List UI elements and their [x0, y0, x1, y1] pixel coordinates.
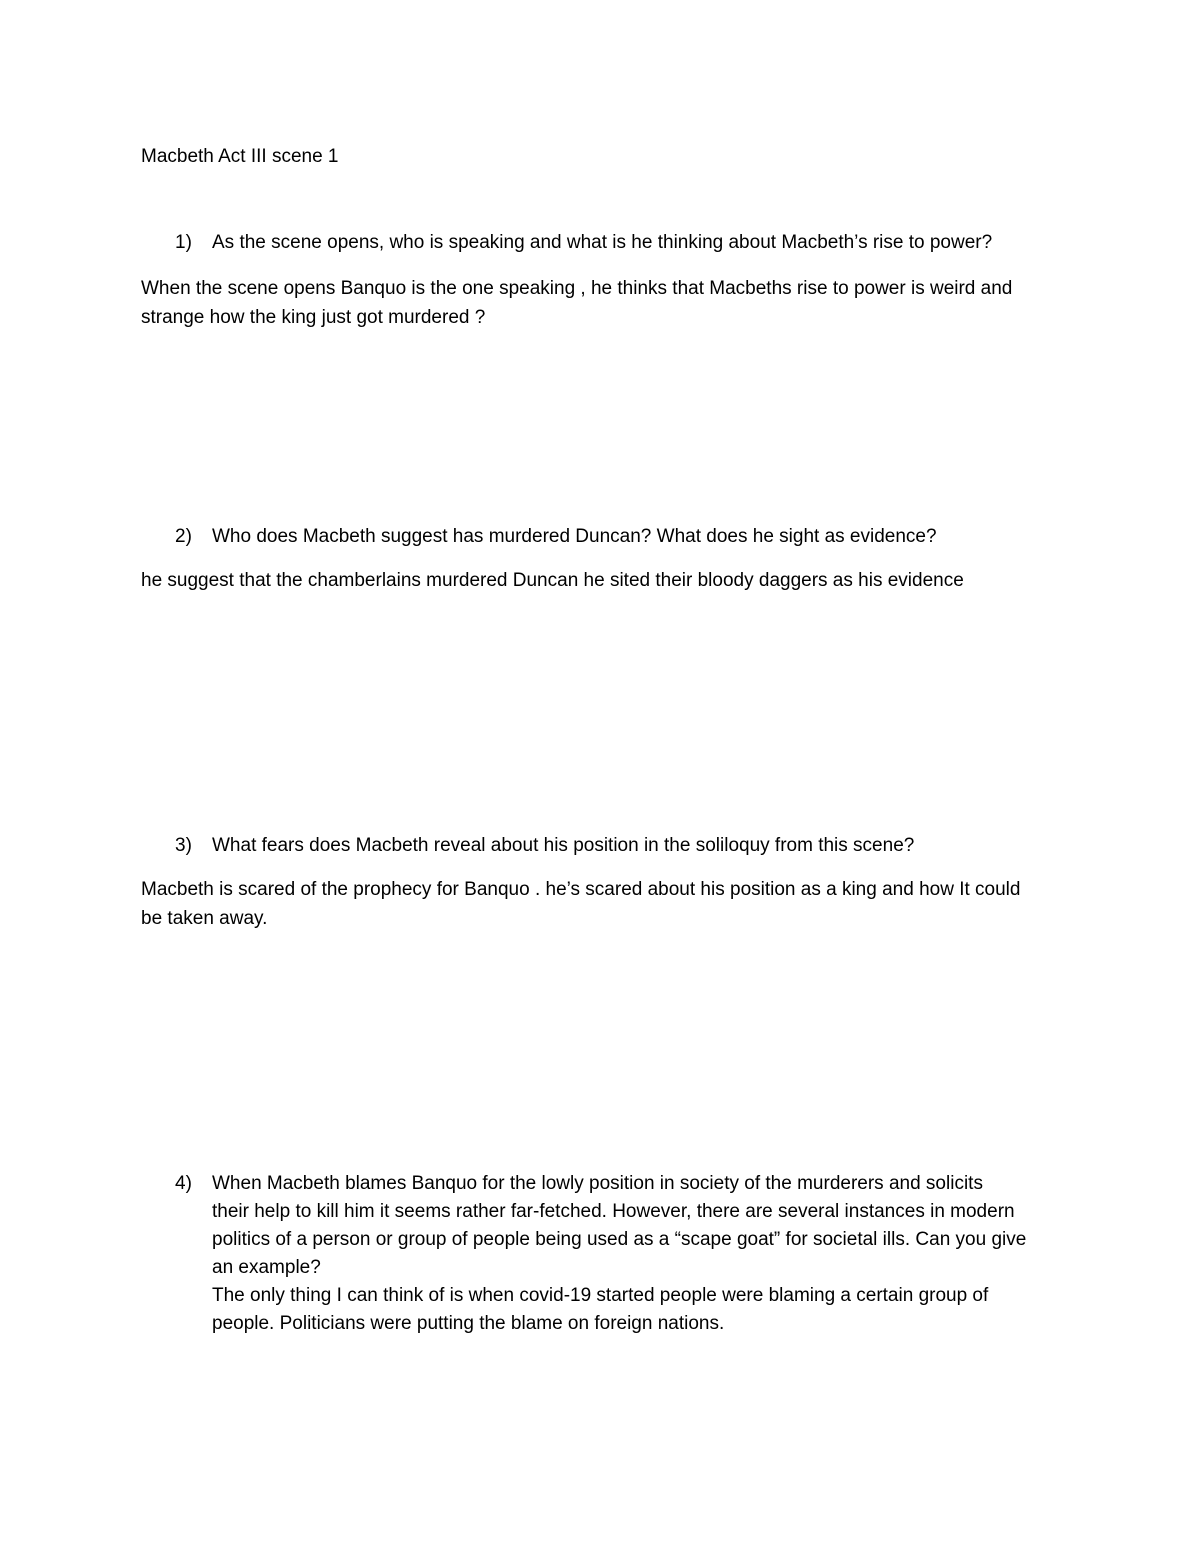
answer-4-line-2: people. Politicians were putting the blame on foreign nations. — [212, 1313, 725, 1334]
answer-1-line-2: strange how the king just got murdered ? — [141, 307, 486, 328]
question-4-line-1: When Macbeth blames Banquo for the lowly position in society of the murderers and solicits — [212, 1173, 983, 1194]
question-4-line-2: their help to kill him it seems rather far-fetched. However, there are several instances in modern — [212, 1201, 1015, 1222]
answer-2-line-1: he suggest that the chamberlains murdered Duncan he sited their bloody daggers as his evidence — [141, 570, 964, 591]
question-2-number: 2) — [175, 526, 192, 547]
question-3-text: What fears does Macbeth reveal about his position in the soliloquy from this scene? — [212, 835, 915, 856]
document-title: Macbeth Act III scene 1 — [141, 146, 339, 167]
question-4-line-4: an example? — [212, 1257, 321, 1278]
question-2-text: Who does Macbeth suggest has murdered Duncan? What does he sight as evidence? — [212, 526, 937, 547]
question-1-number: 1) — [175, 232, 192, 253]
answer-3-line-1: Macbeth is scared of the prophecy for Banquo . he’s scared about his position as a king and how It could — [141, 879, 1021, 900]
question-1-text: As the scene opens, who is speaking and what is he thinking about Macbeth’s rise to power? — [212, 232, 993, 253]
question-4-block — [212, 1170, 1072, 1338]
question-4-line-3: politics of a person or group of people being used as a “scape goat” for societal ills. Can you give — [212, 1229, 1027, 1250]
question-4-number: 4) — [175, 1173, 192, 1194]
answer-1-line-1: When the scene opens Banquo is the one speaking , he thinks that Macbeths rise to power is weird and — [141, 278, 1013, 299]
answer-4-line-1: The only thing I can think of is when covid-19 started people were blaming a certain group of — [212, 1285, 989, 1306]
answer-3-line-2: be taken away. — [141, 908, 268, 929]
question-3-number: 3) — [175, 835, 192, 856]
